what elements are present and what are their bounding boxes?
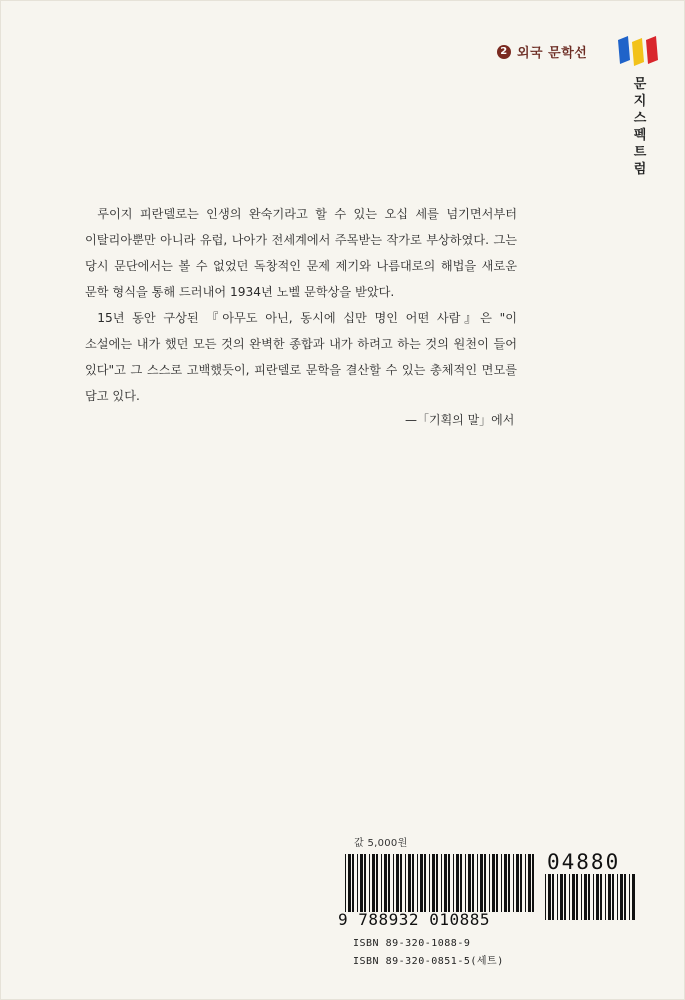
barcode-bar bbox=[432, 854, 435, 912]
barcode-bar bbox=[548, 874, 551, 920]
imprint-vertical-title bbox=[632, 76, 648, 178]
barcode-bar bbox=[412, 854, 414, 912]
barcode-bar bbox=[617, 874, 618, 920]
blurb-text bbox=[85, 201, 517, 409]
isbn-barcode-digits: 9 788932 010885 bbox=[338, 910, 490, 929]
barcode-bar bbox=[393, 854, 394, 912]
barcode-bar bbox=[480, 854, 483, 912]
barcode-bar bbox=[600, 874, 602, 920]
barcode-bar bbox=[605, 874, 606, 920]
imprint-char: 럼 bbox=[633, 162, 647, 177]
barcode-bar bbox=[465, 854, 466, 912]
barcode-bar bbox=[588, 874, 590, 920]
price-label: 값 5,000원 bbox=[354, 838, 408, 849]
barcode-bar bbox=[612, 874, 614, 920]
imprint-char: 트 bbox=[633, 145, 647, 160]
barcode-bar bbox=[420, 854, 423, 912]
barcode-bar bbox=[501, 854, 502, 912]
barcode-bar bbox=[453, 854, 454, 912]
isbn-barcode bbox=[345, 854, 537, 912]
barcode-bar bbox=[388, 854, 390, 912]
blurb-paragraph-2: 15년 동안 구상된 『아무도 아닌, 동시에 십만 명인 어떤 사람』은 "이 소설에는 내가 했던 모든 것의 완벽한 종합과 내가 하려고 하는 것의 원천이 들어 있다"고 그 스스로 고백했듯이, 피란델로 문학을 결산할 수 있는 총체적인 면모를 담고 있다. bbox=[85, 311, 517, 403]
barcode-bar bbox=[520, 854, 522, 912]
barcode-bar bbox=[584, 874, 587, 920]
barcode-bar bbox=[560, 874, 563, 920]
barcode-bar bbox=[444, 854, 447, 912]
barcode-bar bbox=[477, 854, 478, 912]
imprint-char: 펙 bbox=[633, 128, 647, 143]
barcode-bar bbox=[596, 874, 599, 920]
barcode-bar bbox=[384, 854, 387, 912]
barcode-bar bbox=[372, 854, 375, 912]
barcode-bar bbox=[472, 854, 474, 912]
imprint-char: 문 bbox=[633, 77, 647, 92]
barcode-bar bbox=[348, 854, 351, 912]
series-number-badge: 2 bbox=[497, 45, 511, 59]
imprint-char: 지 bbox=[633, 94, 647, 109]
series-tag bbox=[497, 42, 587, 61]
barcode-bar bbox=[564, 874, 566, 920]
barcode-bar bbox=[429, 854, 430, 912]
barcode-bar bbox=[448, 854, 450, 912]
barcode-bar bbox=[381, 854, 382, 912]
barcode-bar bbox=[376, 854, 378, 912]
barcode-bar bbox=[360, 854, 363, 912]
barcode-bar bbox=[345, 854, 346, 912]
barcode-bar bbox=[417, 854, 418, 912]
barcode-bar bbox=[436, 854, 438, 912]
barcode-bar bbox=[357, 854, 358, 912]
barcode-bar bbox=[484, 854, 486, 912]
barcode-bar bbox=[400, 854, 402, 912]
barcode-bar bbox=[532, 854, 534, 912]
barcode-bar bbox=[620, 874, 623, 920]
isbn-number: ISBN 89-320-1088-9 bbox=[353, 938, 471, 949]
blurb-paragraph-1: 루이지 피란델로는 인생의 완숙기라고 할 수 있는 오십 세를 넘기면서부터 이탈리아뿐만 아니라 유럽, 나아가 전세계에서 주목받는 작가로 부상하였다. 그는 당시 문단에서는 볼 수 없었던 독창적인 문제 제기와 나름대로의 해법을 새로운 문학 형식을 통해 드러내어 1934년 노벨 문학상을 받았다. bbox=[85, 207, 517, 299]
barcode-bar bbox=[492, 854, 495, 912]
barcode-bar bbox=[569, 874, 570, 920]
barcode-bar bbox=[405, 854, 406, 912]
isbn-set-number: ISBN 89-320-0851-5(세트) bbox=[353, 956, 504, 967]
barcode-bar bbox=[408, 854, 411, 912]
barcode-bar bbox=[593, 874, 594, 920]
barcode-bar bbox=[468, 854, 471, 912]
publisher-logo bbox=[616, 34, 662, 68]
barcode-bar bbox=[557, 874, 558, 920]
barcode-bar bbox=[508, 854, 510, 912]
barcode-bar bbox=[572, 874, 575, 920]
barcode-bar bbox=[504, 854, 507, 912]
barcode-bar bbox=[624, 874, 626, 920]
barcode-bar bbox=[545, 874, 546, 920]
barcode-bar bbox=[441, 854, 442, 912]
barcode-bar bbox=[516, 854, 519, 912]
barcode-bar bbox=[396, 854, 399, 912]
barcode-bar bbox=[456, 854, 459, 912]
barcode-bar bbox=[364, 854, 366, 912]
barcode-bar bbox=[525, 854, 526, 912]
barcode-bar bbox=[513, 854, 514, 912]
barcode-bar bbox=[608, 874, 611, 920]
barcode-bar bbox=[629, 874, 630, 920]
barcode-bar bbox=[576, 874, 578, 920]
addon-barcode-digits: 04880 bbox=[547, 850, 621, 874]
barcode-bar bbox=[581, 874, 582, 920]
barcode-bar bbox=[424, 854, 426, 912]
barcode-bar bbox=[528, 854, 531, 912]
barcode-bar bbox=[460, 854, 462, 912]
series-label: 외국 문학선 bbox=[517, 46, 588, 61]
blurb-attribution: —「기획의 말」에서 bbox=[405, 413, 515, 427]
barcode-bar bbox=[369, 854, 370, 912]
addon-barcode bbox=[545, 874, 637, 920]
barcode-bar bbox=[489, 854, 490, 912]
barcode-bar bbox=[352, 854, 354, 912]
barcode-bar bbox=[496, 854, 498, 912]
barcode-bar bbox=[632, 874, 635, 920]
imprint-char: 스 bbox=[633, 111, 647, 126]
barcode-bar bbox=[552, 874, 554, 920]
